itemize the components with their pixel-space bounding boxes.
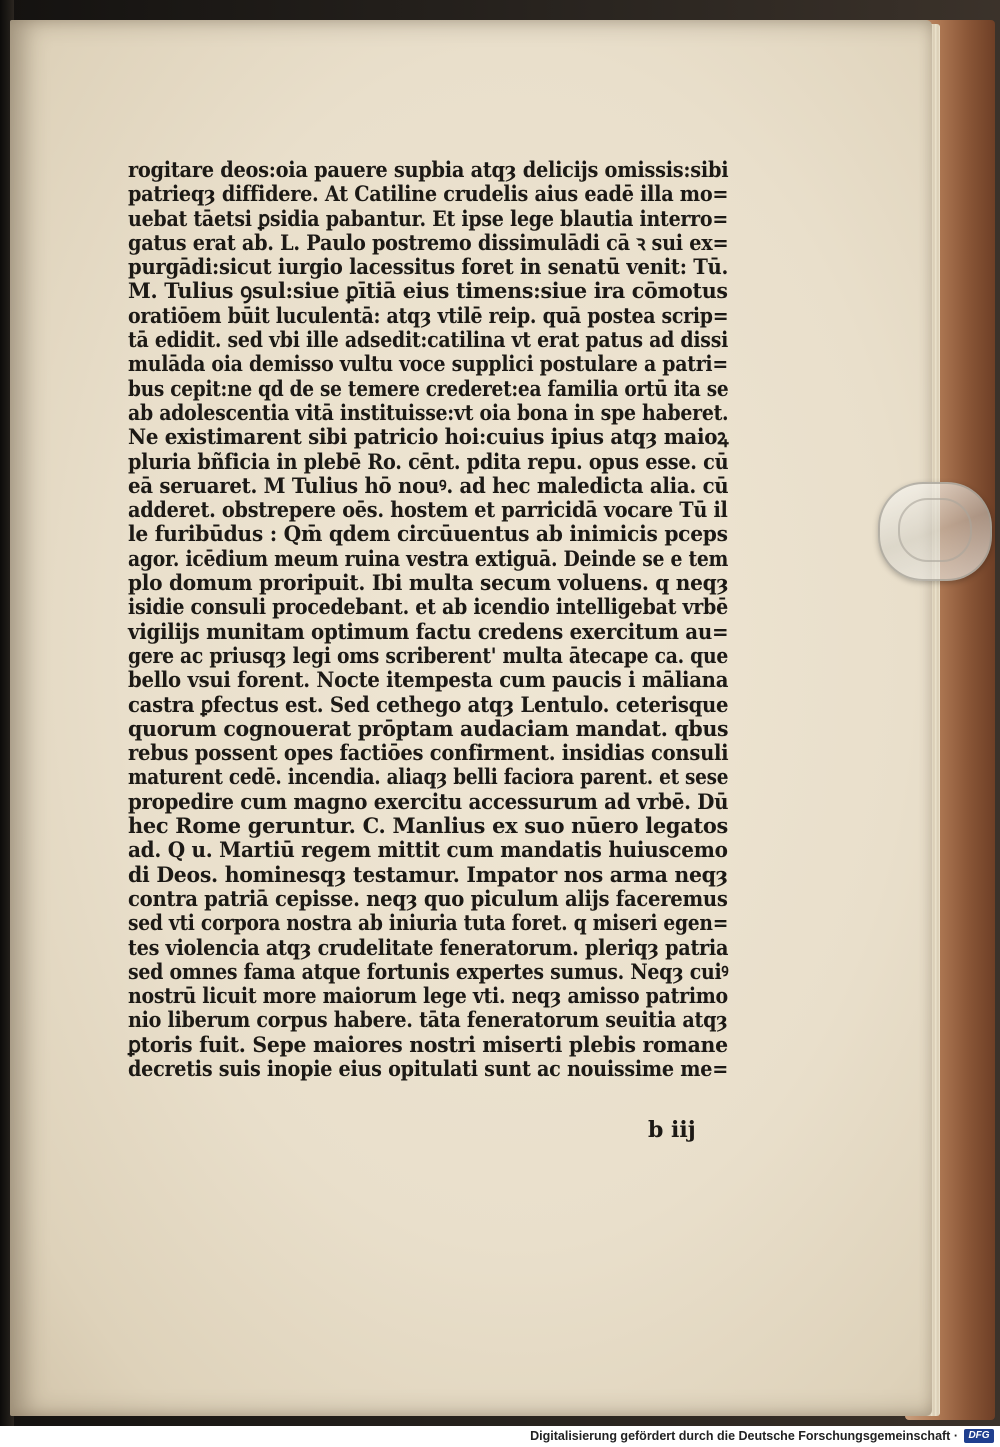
text-line: hec Rome geruntur. C. Manlius ex suo nūero legatos: [128, 813, 728, 839]
text-line: gatus erat ab. L. Paulo postremo dissimulādi cā ꝛ sui ex=: [128, 229, 729, 255]
text-line: pluria bñficia in plebē Ro. cēnt. pdita repu. opus esse. cū: [128, 448, 729, 474]
text-line: castra ꝑfectus est. Sed cethego atqȝ Lentulo. ceterisque: [128, 691, 729, 717]
text-line: gere ac priusqȝ legi oms scriberent' multa ātecape ca. que: [128, 642, 728, 668]
text-line: contra patriā cepisse. neqȝ quo piculum alijs faceremus: [128, 885, 728, 911]
text-line: nio liberum corpus habere. tāta feneratorum seuitia atqȝ: [128, 1007, 728, 1033]
text-line: decretis suis inopie eius opitulati sunt ac nouissime me=: [128, 1055, 728, 1081]
text-line: agor. icēdium meum ruina vestra extiguā. Deinde se e tem: [128, 545, 729, 571]
text-line: rogitare deos:oia pauere supbia atqȝ delicijs omissis:sibi: [128, 157, 729, 182]
footer-bar: [0, 1426, 1000, 1447]
signature-mark: b iij: [648, 1117, 696, 1143]
text-line: sed vti corpora nostra ab iniuria tuta foret. q miseri egen=: [128, 910, 729, 936]
text-line: isidie consuli procedebant. et ab icendio intelligebat vrbē: [128, 594, 728, 620]
text-line: le furibūdus : Qm̄ qdem circūuentus ab inimicis pceps: [128, 521, 728, 547]
text-line: bus cepit:ne qd de se temere crederet:ea familia ortū ita se: [128, 375, 729, 401]
page-holder-clip: [878, 482, 992, 581]
text-line: ad. Q u. Martiū regem mittit cum mandatis huiuscemo: [128, 837, 728, 863]
text-line: propedire cum magno exercitu accessurum ad vrbē. Dū: [128, 788, 729, 814]
dfg-logo-icon: DFG: [964, 1429, 994, 1443]
footer-credit: Digitalisierung gefördert durch die Deutsche Forschungsgemeinschaft ·: [530, 1429, 958, 1443]
text-line: tes violencia atqȝ crudelitate feneratorum. pleriqȝ patria: [128, 934, 729, 960]
text-line: ꝑtoris fuit. Sepe maiores nostri miserti plebis romane: [128, 1031, 728, 1057]
text-line: quorum cognouerat prōptam audaciam mandat. qbus: [128, 715, 729, 741]
text-line: adderet. obstrepere oēs. hostem et parricidā vocare Tū il: [128, 497, 728, 523]
text-line: rebus possent opes factiōes confirment. insidias consuli: [128, 740, 729, 766]
text-line: mulāda oia demisso vultu voce supplici postulare a patri=: [128, 351, 728, 377]
page-text-block: [128, 158, 728, 1081]
text-line: M. Tulius ꝯsul:siue ꝑītiā eius timens:siue ira cōmotus: [128, 278, 728, 304]
text-line: di Deos. hominesqȝ testamur. Impator nos arma neqȝ: [128, 861, 728, 887]
text-line: purgādi:sicut iurgio lacessitus foret in senatū venit: Tū.: [128, 254, 729, 280]
text-line: patrieqȝ diffidere. At Catiline crudelis aius eadē illa mo=: [128, 181, 729, 207]
text-line: plo domum proripuit. Ibi multa secum voluens. q neqȝ: [128, 570, 729, 596]
text-line: uebat tāetsi ꝑsidia pabantur. Et ipse lege blautia interro=: [128, 205, 729, 231]
text-line: eā seruaret. M Tulius hō nouꝰ. ad hec maledicta alia. cū: [128, 472, 729, 498]
text-line: Ne existimarent sibi patricio hoi:cuius ipius atqȝ maioꝝ: [128, 424, 729, 450]
text-line: vigilijs munitam optimum factu credens exercitum au=: [128, 618, 729, 644]
text-line: tā edidit. sed vbi ille adsedit:catilina vt erat patus ad dissi: [128, 327, 729, 353]
clip-inner-ring: [898, 498, 972, 562]
text-line: bello vsui forent. Nocte itempesta cum paucis i māliana: [128, 667, 729, 693]
text-line: sed omnes fama atque fortunis expertes sumus. Neqȝ cuiꝰ: [128, 958, 729, 984]
text-line: maturent cedē. incendia. aliaqȝ belli faciora parent. et sese: [128, 764, 729, 790]
text-line: nostrū licuit more maiorum lege vti. neqȝ amisso patrimo: [128, 983, 728, 1009]
text-line: oratiōem būit luculentā: atqȝ vtilē reip. quā postea scrip=: [128, 302, 729, 328]
text-line: ab adolescentia vitā instituisse:vt oia bona in spe haberet.: [128, 399, 729, 425]
